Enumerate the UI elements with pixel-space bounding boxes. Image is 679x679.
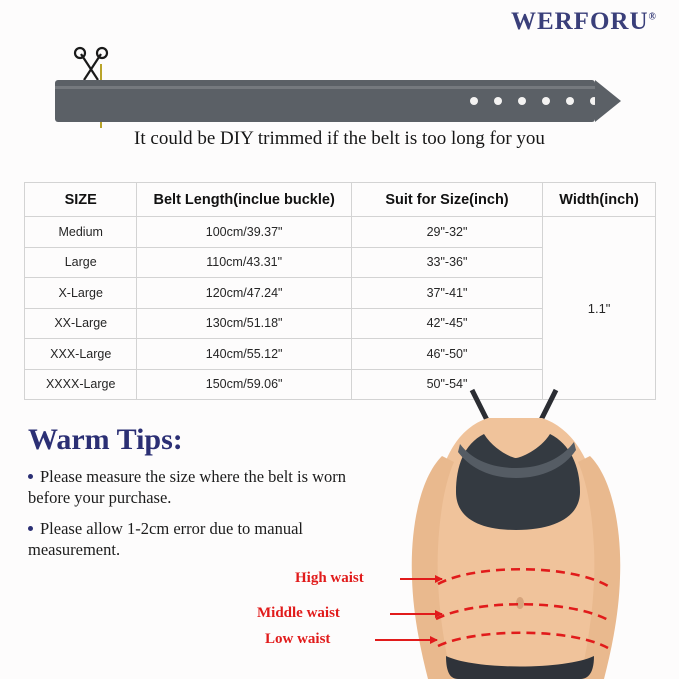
brand-name: WERFORU <box>510 8 649 35</box>
cell-suit: 29"-32" <box>351 217 542 248</box>
diy-caption: It could be DIY trimmed if the belt is too long for you <box>134 128 545 149</box>
table-row <box>25 217 656 248</box>
cell-size: Large <box>25 247 137 278</box>
cell-width: 1.1" <box>543 217 656 400</box>
belt-illustration <box>0 42 679 137</box>
belt-highlight <box>55 86 595 89</box>
cell-suit: 42"-45" <box>351 308 542 339</box>
cell-length: 140cm/55.12" <box>137 339 351 370</box>
header-size: SIZE <box>25 183 137 217</box>
belt-strap <box>55 80 595 122</box>
label-high-waist: High waist <box>295 570 364 586</box>
cell-length: 150cm/59.06" <box>137 369 351 400</box>
size-table-wrapper <box>24 182 656 400</box>
cell-suit: 33"-36" <box>351 247 542 278</box>
cell-suit: 50"-54" <box>351 369 542 400</box>
size-table <box>24 182 656 400</box>
arrow-middle-waist <box>390 613 442 615</box>
table-header-row <box>25 183 656 217</box>
cell-size: XX-Large <box>25 308 137 339</box>
cell-length: 100cm/39.37" <box>137 217 351 248</box>
cell-length: 120cm/47.24" <box>137 278 351 309</box>
cell-size: Medium <box>25 217 137 248</box>
cell-suit: 37"-41" <box>351 278 542 309</box>
bullet-icon <box>28 474 33 479</box>
arrow-low-waist <box>375 639 437 641</box>
cell-length: 130cm/51.18" <box>137 308 351 339</box>
warm-tip-item <box>28 518 358 560</box>
header-belt-length: Belt Length(inclue buckle) <box>137 183 351 217</box>
cell-size: XXX-Large <box>25 339 137 370</box>
cell-suit: 46"-50" <box>351 339 542 370</box>
registered-mark: ® <box>648 11 657 23</box>
header-suit-for-size: Suit for Size(inch) <box>351 183 542 217</box>
warm-tip-item <box>28 466 358 508</box>
warm-tip-text: Please allow 1-2cm error due to manual measurement. <box>28 519 303 560</box>
cell-length: 110cm/43.31" <box>137 247 351 278</box>
bullet-icon <box>28 526 33 531</box>
arrow-high-waist <box>400 578 442 580</box>
label-middle-waist: Middle waist <box>257 605 340 621</box>
warm-tips-title: Warm Tips: <box>28 423 183 456</box>
header-width: Width(inch) <box>543 183 656 217</box>
cell-size: X-Large <box>25 278 137 309</box>
brand-logo <box>511 8 657 36</box>
model-illustration <box>380 388 679 679</box>
label-low-waist: Low waist <box>265 631 331 647</box>
belt-holes <box>470 97 610 106</box>
warm-tip-text: Please measure the size where the belt is worn before your purchase. <box>28 467 347 508</box>
cell-size: XXXX-Large <box>25 369 137 400</box>
